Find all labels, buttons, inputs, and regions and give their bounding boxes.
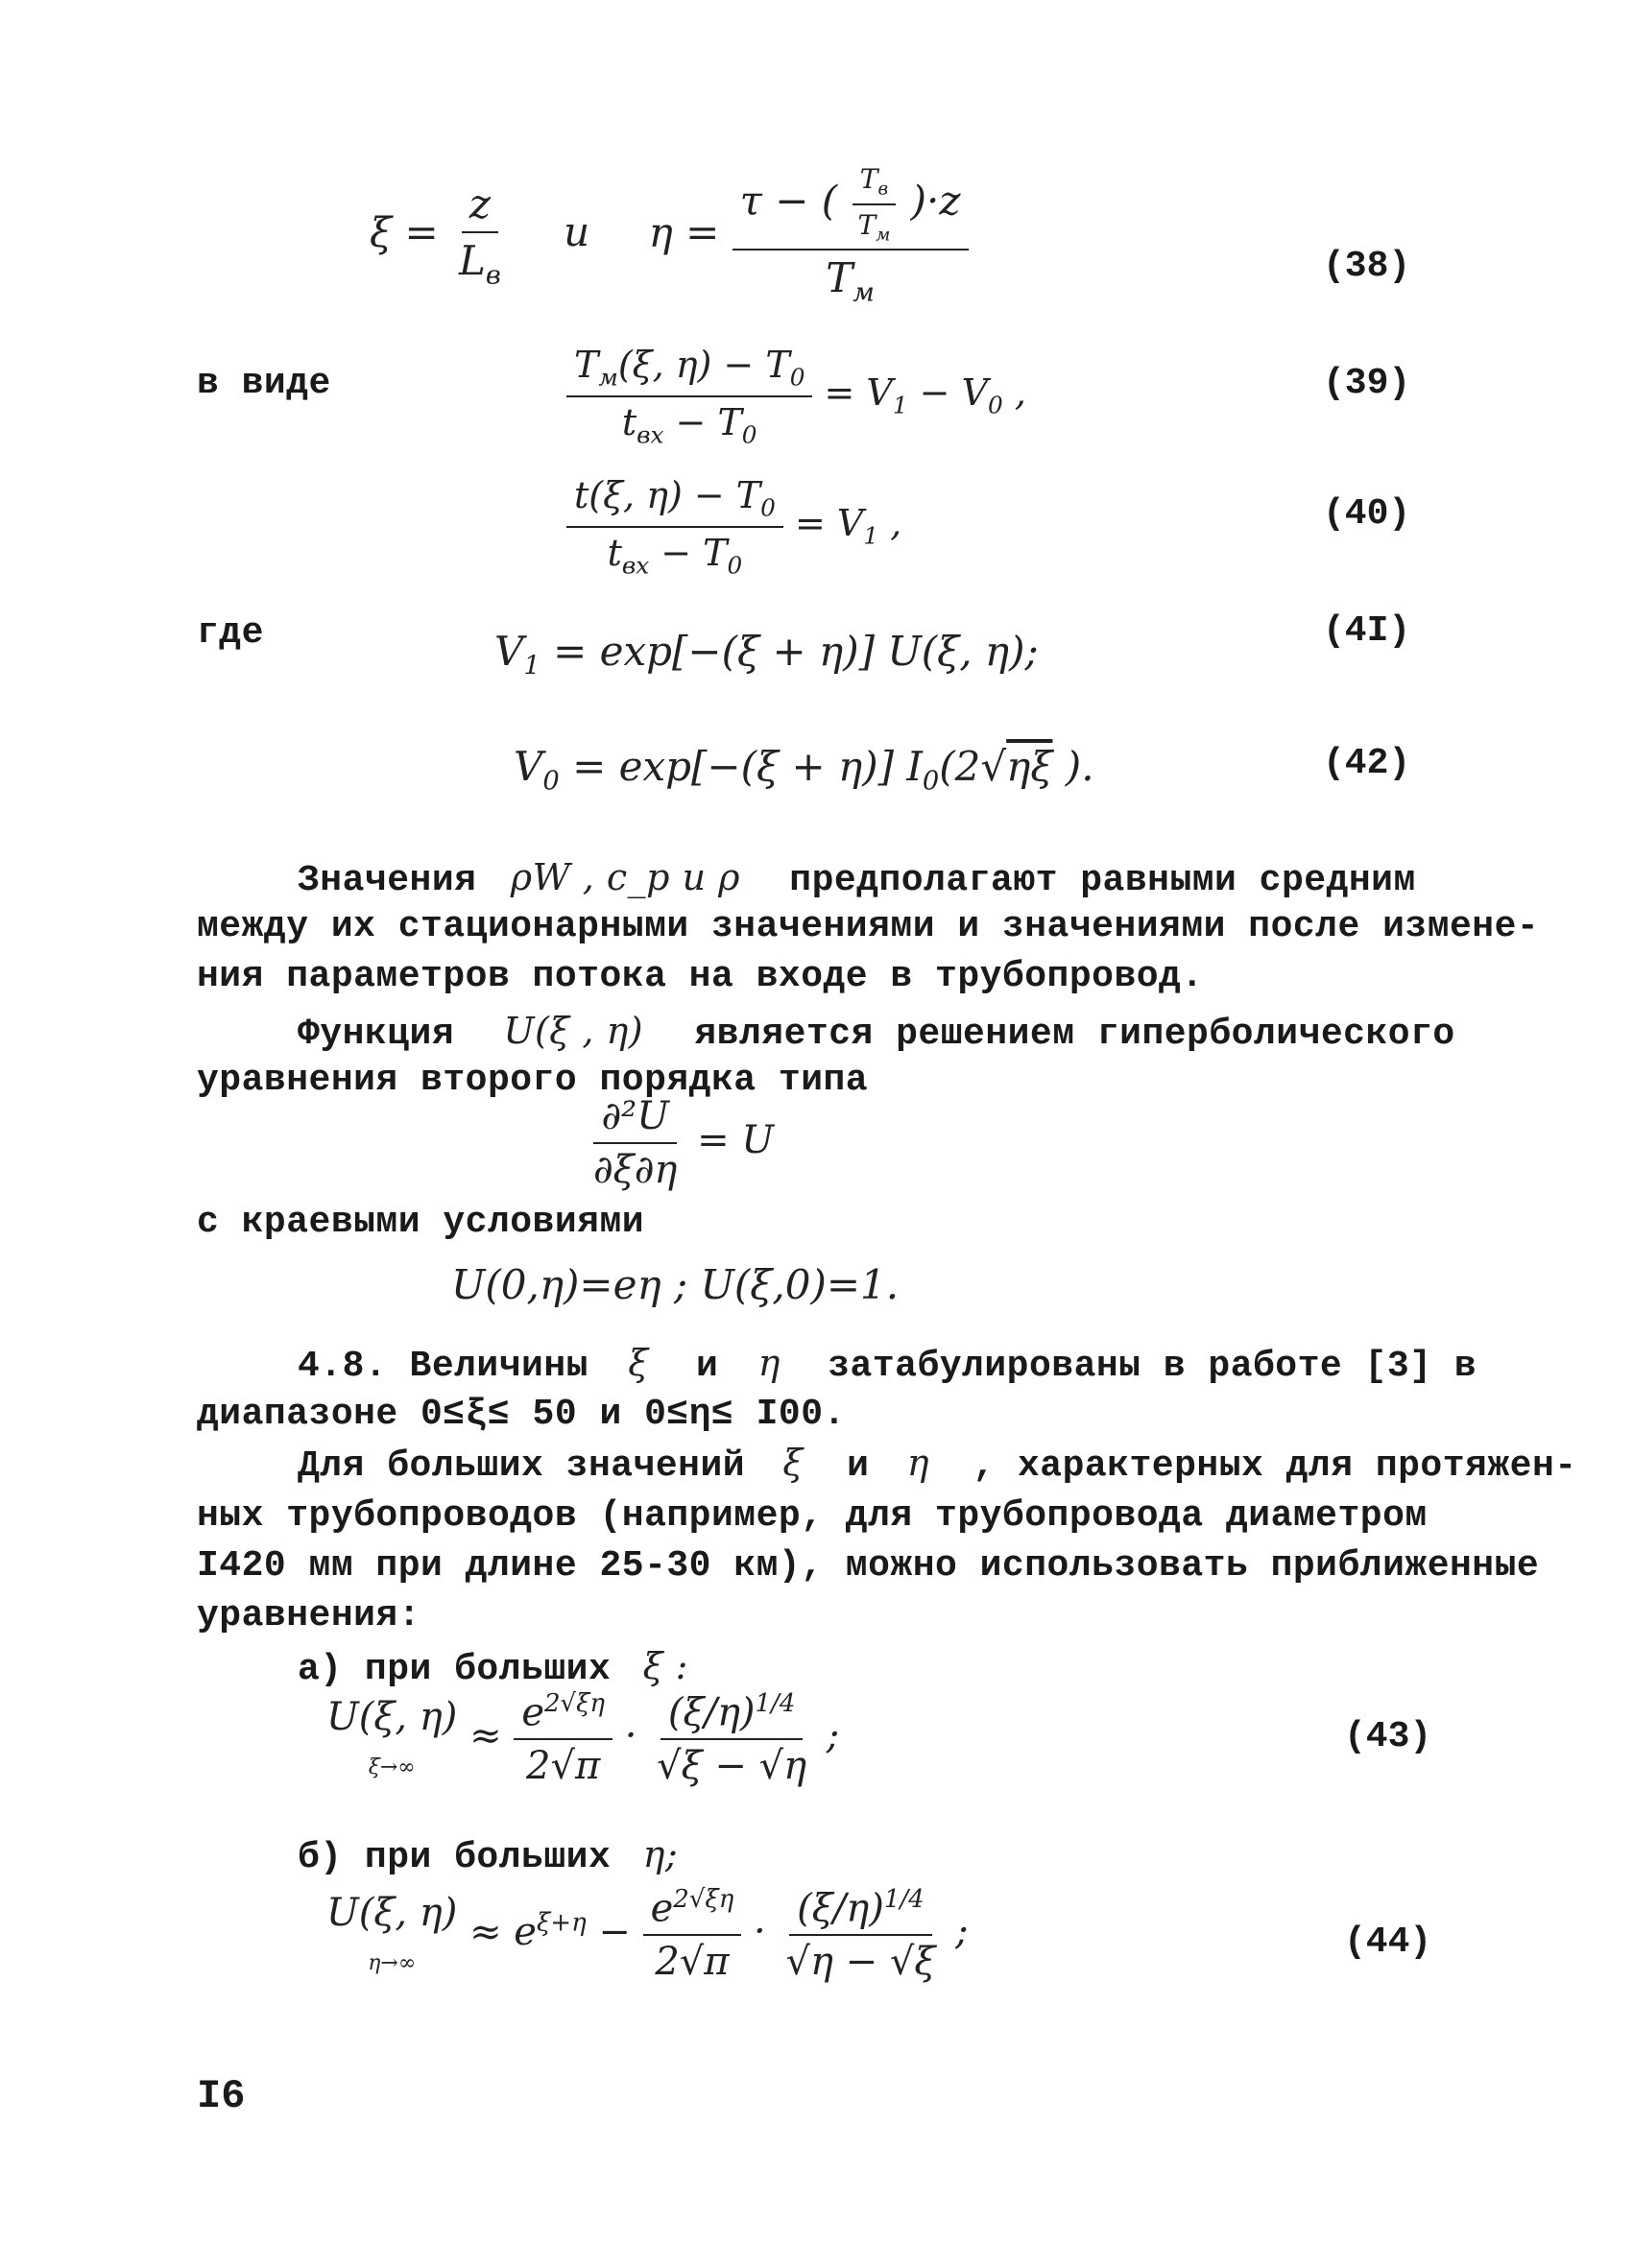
paragraph-1-line-2: между их стационарными значениями и значениями после измене-: [197, 906, 1540, 947]
paragraph-1-line-1: Значения ρW , c_p и ρ предполагают равными средним: [298, 856, 1416, 901]
paragraph-3: с краевыми условиями: [197, 1202, 645, 1243]
paragraph-5-line-2: ных трубопроводов (например, для трубопровода диаметром: [197, 1495, 1428, 1537]
pde-equation: $\frac{\text{∂²U}}{\partial\xi\partial\eta}$ = U: [593, 1094, 775, 1192]
equation-number-38: (38): [1323, 246, 1411, 287]
paragraph-1-line-3: ния параметров потока на входе в трубопровод.: [197, 956, 1204, 997]
equation-44: U(ξ, η) $\eta\to\infty \approx e^{\xi+\eta}$ − $\frac{e^{2√\xi\eta}}{2√\pi}$ · $\frac{(\xi/\eta)^{1/4}}{√\eta - √\xi}$ ;: [326, 1885, 969, 1985]
paragraph-5-line-4: уравнения:: [197, 1595, 421, 1636]
equation-number-39: (39): [1323, 363, 1411, 404]
equation-38: ξ = $\frac{z}{L_в}$ и η = τ − ( $\frac{T_в}{T_м}$ )·z $T_м$: [370, 163, 969, 308]
inline-symbols: ρW , c_p и ρ: [510, 856, 740, 898]
equation-40: $\frac{t(\xi, \eta) - T_0}{t_{вх} - T_0}$ = $V_1$ ,: [566, 474, 901, 579]
equation-39: $\frac{T_м(\xi, \eta) - T_0}{t_{вх} - T_0}$ = $V_1 - V_0$ ,: [566, 344, 1026, 448]
paragraph-5-line-3: I420 мм при длине 25-30 км), можно использовать приближенные: [197, 1545, 1540, 1587]
equation-number-42: (42): [1323, 743, 1411, 784]
page-number: I6: [197, 2073, 246, 2119]
paragraph-4-line-1: 4.8. Величины ξ и η затабулированы в работе [3] в: [298, 1342, 1477, 1387]
paragraph-5-line-1: Для больших значений ξ и η , характерных для протяжен-: [298, 1442, 1577, 1487]
equation-41: $V_1 = \exp[-(\xi + \eta)]$ U(ξ, η);: [494, 628, 1039, 681]
equation-number-40: (40): [1323, 493, 1411, 535]
lead-text-gde: где: [197, 612, 264, 654]
case-b-label: б) при больших η;: [298, 1833, 679, 1878]
paragraph-2-line-1: Функция U(ξ , η) является решением гиперболического: [298, 1010, 1455, 1055]
case-a-label: а) при больших ξ :: [298, 1645, 688, 1690]
inline-function-u: U(ξ , η): [503, 1010, 644, 1052]
equation-number-43: (43): [1344, 1716, 1432, 1757]
equation-number-44: (44): [1344, 1922, 1432, 1963]
equation-number-41: (4I): [1323, 610, 1411, 652]
paragraph-2-line-2: уравнения второго порядка типа: [197, 1060, 869, 1101]
lead-text-v-vide: в виде: [197, 363, 331, 404]
paragraph-4-line-2: диапазоне 0≤ξ≤ 50 и 0≤η≤ I00.: [197, 1394, 846, 1435]
equation-43: U(ξ, η) ξ→∞ ≈ $\frac{e^{2√\xi\eta}}{2√\pi}$ · $\frac{(\xi/\eta)^{1/4}}{√\xi - √\eta}$ ;: [326, 1689, 840, 1789]
equation-42: $V_0 = \exp[-(\xi + \eta)]$ $I_0(2√\eta\xi$ ).: [514, 743, 1094, 797]
boundary-conditions: U(0,η)=eη ; U(ξ,0)=1.: [451, 1261, 900, 1308]
